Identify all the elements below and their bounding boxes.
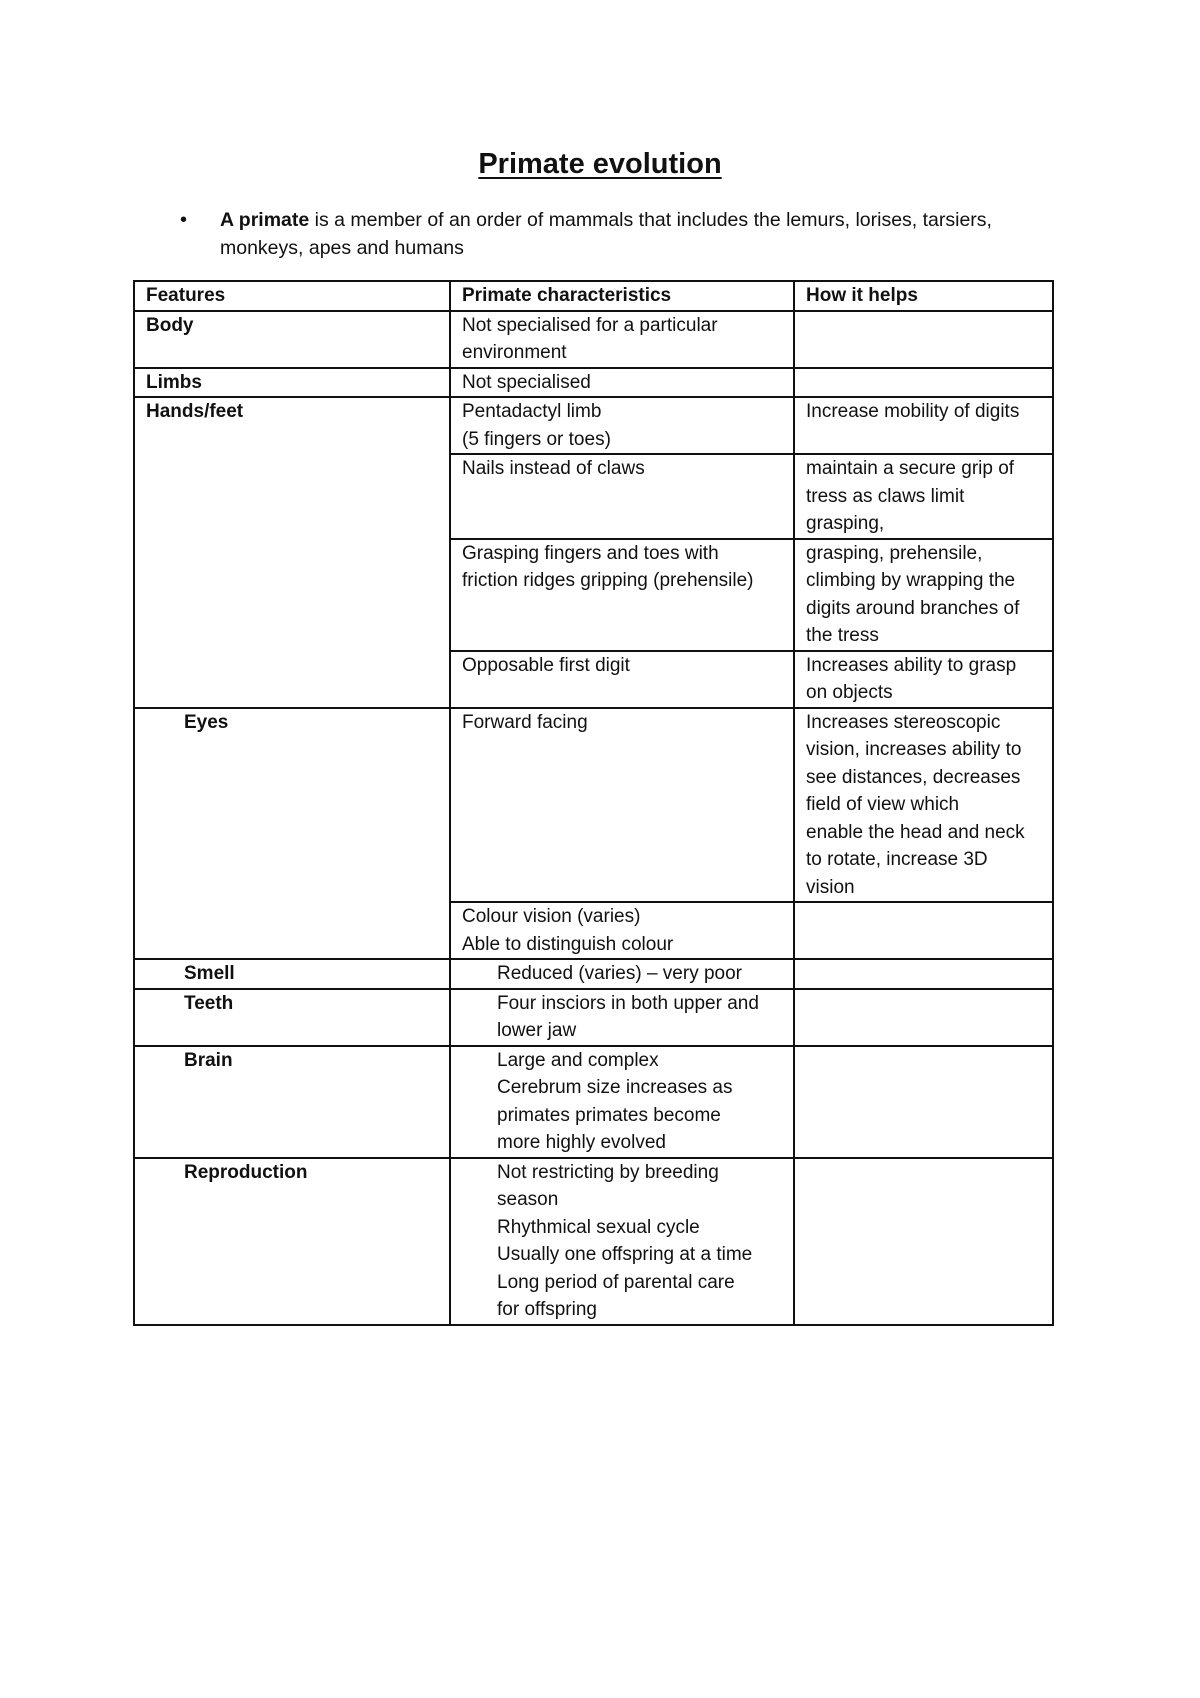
text-line: Reduced (varies) – very poor (497, 963, 742, 984)
table-row-hands (134, 397, 1053, 454)
text-line: climbing by wrapping the (806, 570, 1016, 591)
feature-brain: Brain (134, 1046, 450, 1158)
text-line: Rhythmical sexual cycle (497, 1216, 700, 1238)
characteristic-colour-vision (450, 902, 794, 959)
text-line: Pentadactyl limb (462, 401, 602, 422)
helps-nails (794, 454, 1053, 539)
characteristic-reproduction (450, 1158, 794, 1325)
feature-smell: Smell (134, 959, 450, 989)
text-line: environment (462, 342, 567, 363)
helps-smell (794, 959, 1053, 989)
document-title: Primate evolution (478, 148, 722, 180)
text-line: Nails instead of claws (462, 458, 645, 479)
definition-body: is a member of an order of mammals that includes the lemurs, lorises, tarsiers, monkeys, apes and humans (220, 209, 992, 259)
text-line: field of view which (806, 794, 960, 815)
feature-limbs: Limbs (134, 368, 450, 398)
helps-limbs (794, 368, 1053, 398)
characteristic-opposable (450, 651, 794, 708)
text-line: grasping, (806, 513, 885, 534)
table-header-row (134, 281, 1053, 311)
helps-brain (794, 1046, 1053, 1158)
bullet-icon: • (180, 209, 188, 231)
text-line: Usually one offspring at a time (497, 1244, 753, 1265)
feature-teeth: Teeth (134, 989, 450, 1046)
header-how-it-helps: How it helps (794, 281, 1053, 311)
characteristic-nails (450, 454, 794, 539)
text-line: grasping, prehensile, (806, 542, 983, 564)
text-line: Opposable first digit (462, 654, 630, 676)
characteristic-pentadactyl (450, 397, 794, 454)
helps-colour-vision (794, 902, 1053, 959)
text-line: vision, increases ability to (806, 739, 1022, 760)
text-line: for offspring (497, 1299, 597, 1320)
text-line: Long period of parental care (497, 1271, 735, 1293)
text-line: season (497, 1189, 559, 1210)
definition-bullet (180, 206, 1060, 262)
table-row-body (134, 311, 1053, 368)
text-line: primates primates become (497, 1104, 721, 1126)
table-row-smell (134, 959, 1053, 989)
text-line: the tress (806, 625, 879, 646)
header-features: Features (134, 281, 450, 311)
feature-reproduction: Reproduction (134, 1158, 450, 1325)
characteristic-brain (450, 1046, 794, 1158)
helps-opposable (794, 651, 1053, 708)
text-line: Cerebrum size increases as (497, 1077, 733, 1098)
characteristic-limbs (450, 368, 794, 398)
text-line: Large and complex (497, 1049, 659, 1071)
text-line: Increase mobility of digits (806, 401, 1020, 422)
table-row-teeth (134, 989, 1053, 1046)
characteristic-body (450, 311, 794, 368)
characteristic-smell (450, 959, 794, 989)
helps-reproduction (794, 1158, 1053, 1325)
feature-body: Body (134, 311, 450, 368)
text-line: Not specialised (462, 371, 591, 393)
helps-teeth (794, 989, 1053, 1046)
text-line: friction ridges gripping (prehensile) (462, 570, 754, 591)
table-row-reproduction (134, 1158, 1053, 1325)
characteristic-teeth (450, 989, 794, 1046)
characteristic-forward-facing (450, 708, 794, 903)
text-line: lower jaw (497, 1020, 577, 1041)
text-line: Increases stereoscopic (806, 711, 1001, 733)
text-line: Colour vision (varies) (462, 906, 641, 927)
definition-text (220, 206, 1060, 262)
text-line: on objects (806, 682, 893, 703)
header-characteristics: Primate characteristics (450, 281, 794, 311)
helps-pentadactyl (794, 397, 1053, 454)
helps-body (794, 311, 1053, 368)
characteristic-grasping (450, 539, 794, 651)
text-line: Forward facing (462, 711, 588, 733)
definition-term: A primate (220, 209, 310, 231)
feature-eyes: Eyes (134, 708, 450, 960)
primate-traits-table (133, 280, 1054, 1326)
helps-forward-facing (794, 708, 1053, 903)
text-line: Grasping fingers and toes with (462, 542, 719, 564)
text-line: tress as claws limit (806, 485, 965, 507)
text-line: Four insciors in both upper and (497, 992, 759, 1014)
text-line: see distances, decreases (806, 766, 1021, 788)
text-line: vision (806, 876, 855, 898)
text-line: maintain a secure grip of (806, 458, 1015, 479)
text-line: digits around branches of (806, 597, 1020, 619)
text-line: Increases ability to grasp (806, 654, 1017, 676)
text-line: Not specialised for a particular (462, 314, 718, 336)
text-line: Not restricting by breeding (497, 1161, 719, 1183)
helps-grasping (794, 539, 1053, 651)
text-line: more highly evolved (497, 1132, 666, 1153)
table-row-limbs (134, 368, 1053, 398)
table-row-brain (134, 1046, 1053, 1158)
text-line: (5 fingers or toes) (462, 428, 611, 450)
text-line: enable the head and neck (806, 821, 1025, 843)
feature-hands-feet: Hands/feet (134, 397, 450, 708)
table-row-eyes (134, 708, 1053, 903)
text-line: to rotate, increase 3D (806, 849, 988, 870)
text-line: Able to distinguish colour (462, 933, 674, 955)
